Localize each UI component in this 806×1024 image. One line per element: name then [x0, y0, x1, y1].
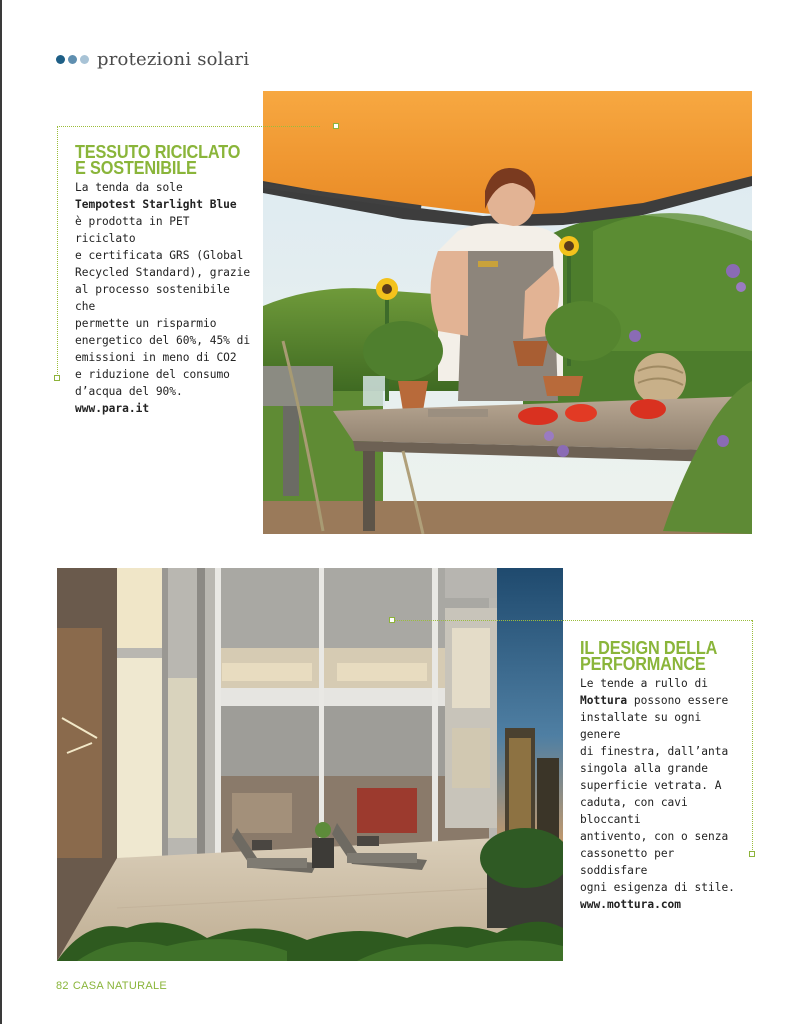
page-footer: [56, 980, 167, 992]
article-1-line-8: energetico del 60%, 45% di: [75, 334, 251, 347]
article-2-line-3: installate su ogni genere: [580, 711, 702, 741]
article-2-website-link[interactable]: www.mottura.com: [580, 898, 682, 911]
connector-square-2b: [749, 851, 755, 857]
article-2-line-8: antivento, con o senza: [580, 830, 729, 843]
article-1-line-6: al processo sostenibile che: [75, 283, 230, 313]
article-2-brand-suffix: possono essere: [627, 694, 729, 707]
roller-blinds-photo: [57, 568, 563, 961]
article-1-line-1: La tenda da sole: [75, 181, 183, 194]
article-2-body: [580, 675, 745, 896]
connector-line-2: [392, 620, 752, 621]
connector-line-1-vertical: [57, 126, 58, 378]
article-recycled-fabric: [75, 141, 255, 417]
connector-square-2a: [389, 617, 395, 623]
article-2-headline-line-2: PERFORMANCE: [580, 653, 706, 674]
connector-square-1b: [54, 375, 60, 381]
article-1-headline-line-2: E SOSTENIBILE: [75, 157, 197, 178]
section-header: [56, 47, 249, 71]
article-1-headline: [75, 141, 241, 178]
article-2-line-9: cassonetto per soddisfare: [580, 847, 675, 877]
article-2-line-4: di finestra, dall’anta: [580, 745, 729, 758]
article-design-performance: [580, 637, 745, 913]
article-1-line-5: Recycled Standard), grazie: [75, 266, 251, 279]
article-1-website-link[interactable]: www.para.it: [75, 402, 150, 415]
article-1-line-7: permette un risparmio: [75, 317, 217, 330]
section-dot-1: [56, 55, 65, 64]
article-2-line-5: singola alla grande: [580, 762, 708, 775]
article-2-line-7: caduta, con cavi bloccanti: [580, 796, 688, 826]
article-2-line-1: Le tende a rullo di: [580, 677, 708, 690]
connector-line-2-vertical: [752, 620, 753, 854]
section-dot-2: [68, 55, 77, 64]
article-1-line-10: e riduzione del consumo: [75, 368, 230, 381]
article-2-headline-line-1: IL DESIGN DELLA: [580, 637, 718, 658]
magazine-name: CASA NATURALE: [72, 980, 168, 992]
page-number: 82: [56, 980, 69, 992]
section-dot-3: [80, 55, 89, 64]
article-1-line-9: emissioni in meno di CO2: [75, 351, 237, 364]
page-left-edge: [0, 0, 2, 1024]
connector-square-1a: [333, 123, 339, 129]
article-2-brand-name: Mottura: [580, 694, 628, 707]
article-1-line-3: è prodotta in PET riciclato: [75, 215, 190, 245]
article-1-product-name: Tempotest Starlight Blue: [75, 198, 237, 211]
connector-line-1: [57, 126, 320, 127]
article-2-headline: [580, 637, 725, 674]
article-1-line-4: e certificata GRS (Global: [75, 249, 244, 262]
section-dots: [56, 55, 89, 64]
article-2-line-10: ogni esigenza di stile.: [580, 881, 735, 894]
article-1-body: [75, 179, 255, 400]
awning-photo: [263, 91, 752, 534]
article-1-line-11: d’acqua del 90%.: [75, 385, 183, 398]
section-title: protezioni solari: [97, 48, 250, 70]
article-2-line-6: superficie vetrata. A: [580, 779, 722, 792]
article-1-headline-line-1: TESSUTO RICICLATO: [75, 141, 241, 162]
